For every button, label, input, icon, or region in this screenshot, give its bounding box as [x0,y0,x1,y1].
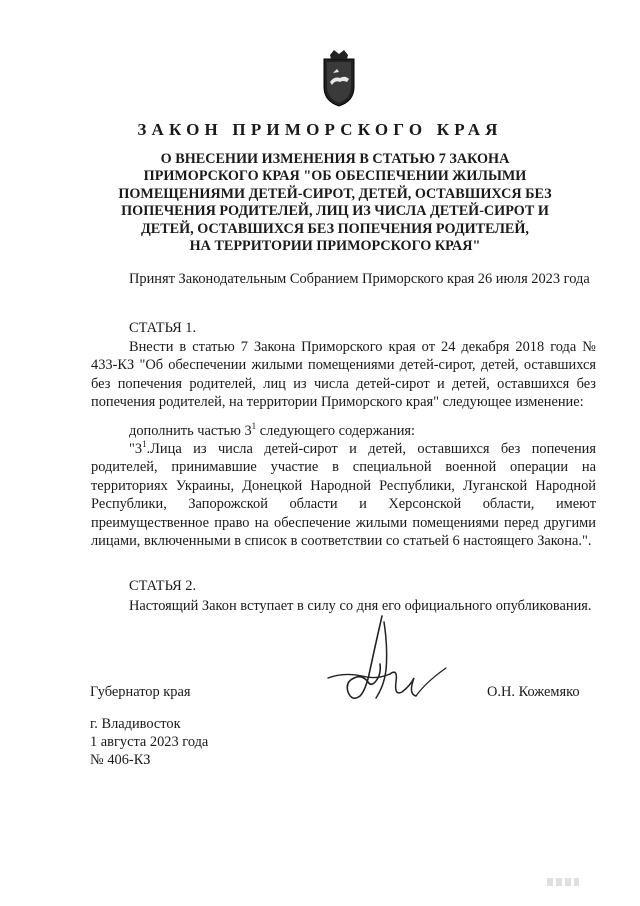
law-subject [95,151,575,255]
new-part-body: .Лица из числа детей-сирот и детей, оставшихся без попечения родителей, принимавшие участие в специальной военной операции на территориях Украины, Донецкой Народной Республики, Луганской Народной Республики, Запорожской области и Херсонской области, имеют преимущественное право на обеспечение жилыми помещениями перед другими лицами, включенными в список в соответствии со статьей 6 настоящего Закона.". [91,441,596,550]
coat-of-arms-icon [316,49,362,109]
superscript: 1 [251,421,257,431]
subject-line: НА ТЕРРИТОРИИ ПРИМОРСКОГО КРАЯ" [189,238,481,255]
article-1-heading: СТАТЬЯ 1. [129,320,197,336]
city: г. Владивосток [90,716,181,732]
signature-image [318,612,448,704]
signatory-position: Губернатор края [90,684,191,700]
article-1-paragraph: Внести в статью 7 Закона Приморского края от 24 декабря 2018 года № 433-КЗ "Об обеспечении жилыми помещениями детей-сирот, детей, оставшихся без попечения родителей, лиц из числа детей-сирот и детей, оставшихся без попечения родителей, на территории Приморского края" следующее изменение: [91,339,596,411]
article-2-paragraph: Настоящий Закон вступает в силу со дня его официального опубликования. [129,598,592,614]
amendment-intro-text-end: следующего содержания: [256,423,416,439]
superscript: 1 [142,439,147,449]
signing-date: 1 августа 2023 года [90,734,209,750]
adoption-note: Принят Законодательным Собранием Приморского края 26 июля 2023 года [129,271,590,287]
amendment-intro-text: дополнить частью 3 [129,423,252,439]
amendment-intro [91,422,596,440]
scan-mark-icon [546,875,580,889]
new-part-text [91,440,596,550]
law-number: № 406-КЗ [90,752,151,768]
new-part-number: "3 [129,441,143,457]
subject-line: ПОМЕЩЕНИЯМИ ДЕТЕЙ-СИРОТ, ДЕТЕЙ, ОСТАВШИХСЯ БЕЗ [118,185,552,202]
subject-line: ПРИМОРСКОГО КРАЯ "ОБ ОБЕСПЕЧЕНИИ ЖИЛЫМИ [143,168,527,185]
subject-line: О ВНЕСЕНИИ ИЗМЕНЕНИЯ В СТАТЬЮ 7 ЗАКОНА [160,151,510,167]
signatory-name: О.Н. Кожемяко [487,684,580,700]
subject-line: ПОПЕЧЕНИЯ РОДИТЕЛЕЙ, ЛИЦ ИЗ ЧИСЛА ДЕТЕЙ-СИРОТ И [121,203,549,220]
law-title: ЗАКОН ПРИМОРСКОГО КРАЯ [137,120,503,139]
subject-line: ДЕТЕЙ, ОСТАВШИХСЯ БЕЗ ПОПЕЧЕНИЯ РОДИТЕЛЕЙ, [141,220,529,237]
article-2-heading: СТАТЬЯ 2. [129,578,197,594]
